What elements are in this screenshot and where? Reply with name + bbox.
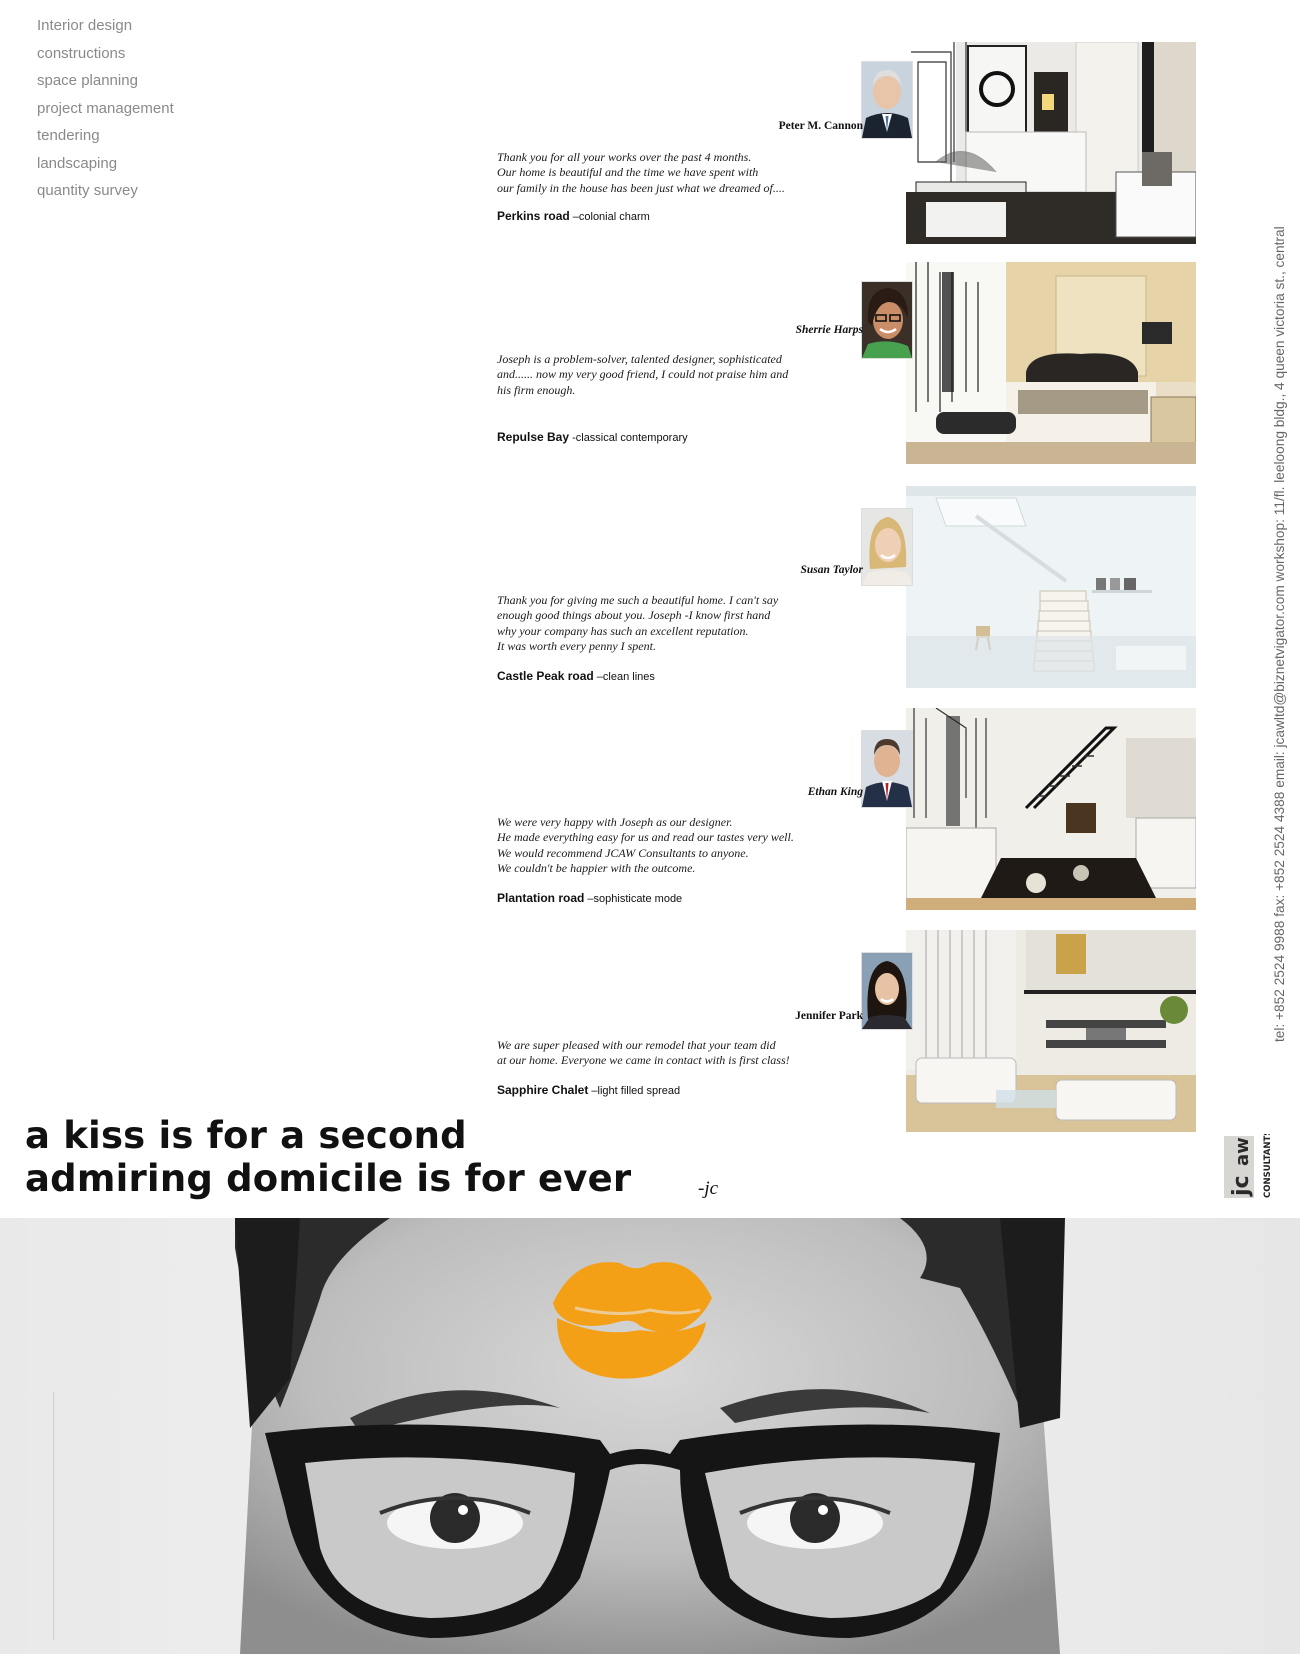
service-item: constructions xyxy=(37,44,126,62)
testimonial-quote: We are super pleased with our remodel that your team did at our home. Everyone we came in contact with is first class! xyxy=(497,1038,790,1068)
testimonial-quote: Joseph is a problem-solver, talented designer, sophisticated and...... now my very good friend, I could not praise him and his firm enough. xyxy=(497,352,789,397)
project-location: Perkins road –colonial charm xyxy=(497,209,650,223)
testimonial-ethan-king xyxy=(490,708,1195,913)
client-name: Susan Taylor xyxy=(800,564,863,576)
lounge-photo xyxy=(906,708,1196,910)
service-item: space planning xyxy=(37,72,138,89)
loft-photo xyxy=(906,930,1196,1132)
hero-portrait-image xyxy=(0,1218,1300,1654)
service-item: quantity survey xyxy=(37,182,138,199)
testimonial-peter-cannon xyxy=(490,42,1195,247)
avatar xyxy=(861,281,913,359)
slogan-heading: a kiss is for a second admiring domicile is for ever xyxy=(25,1114,632,1200)
service-item: landscaping xyxy=(37,154,118,172)
project-location: Repulse Bay -classical contemporary xyxy=(497,430,688,444)
client-name: Ethan King xyxy=(807,786,863,798)
avatar xyxy=(861,952,913,1030)
service-item: project management xyxy=(37,99,174,117)
client-name: Peter M. Cannon xyxy=(778,120,863,132)
testimonial-sherrie-harps xyxy=(490,262,1195,467)
service-item: Interior design xyxy=(37,17,133,34)
project-location: Castle Peak road –clean lines xyxy=(497,669,655,683)
svg-text:jc: jc xyxy=(1229,1175,1254,1196)
project-location: Sapphire Chalet –light filled spread xyxy=(497,1083,681,1097)
client-name: Sherrie Harps xyxy=(795,324,863,336)
testimonial-quote: Thank you for all your works over the past 4 months. Our home is beautiful and the time we have spent with our family in the house has been just what we dreamed of.... xyxy=(497,150,785,195)
jcaw-logo xyxy=(1222,1134,1282,1200)
project-location: Plantation road –sophisticate mode xyxy=(497,891,683,905)
testimonial-quote: Thank you for giving me such a beautiful home. I can't say enough good things about you. Joseph -I know first hand why your company has such an excellent reputation. It was worth every penny I spent. xyxy=(497,593,779,653)
client-name: Jennifer Park xyxy=(795,1010,863,1022)
staircase-photo xyxy=(906,486,1196,688)
services-list xyxy=(37,12,174,205)
slogan-signature: -jc xyxy=(698,1178,719,1199)
testimonial-jennifer-park xyxy=(490,930,1195,1135)
service-item: tendering xyxy=(37,127,100,144)
fine-print-vertical: _______________________________________________ xyxy=(44,1391,55,1640)
bedroom-photo xyxy=(906,262,1196,464)
svg-text:aw: aw xyxy=(1232,1137,1253,1166)
avatar xyxy=(861,508,913,586)
living-room-photo xyxy=(906,42,1196,244)
svg-text:CONSULTANTS: CONSULTANTS xyxy=(1263,1134,1273,1198)
testimonial-quote: We were very happy with Joseph as our designer. He made everything easy for us and read our tastes very well. We would recommend JCAW Consultants to anyone. We couldn't be happier with the outcome. xyxy=(497,815,794,875)
avatar xyxy=(861,61,913,139)
contact-details: tel: +852 2524 9988 fax: +852 2524 4388 email: jcawltd@biznetvigator.com workshop: 11/fl. leeloong bldg., 4 queen victoria st., central xyxy=(1272,226,1287,1042)
avatar xyxy=(861,730,913,808)
testimonial-susan-taylor xyxy=(490,486,1195,691)
